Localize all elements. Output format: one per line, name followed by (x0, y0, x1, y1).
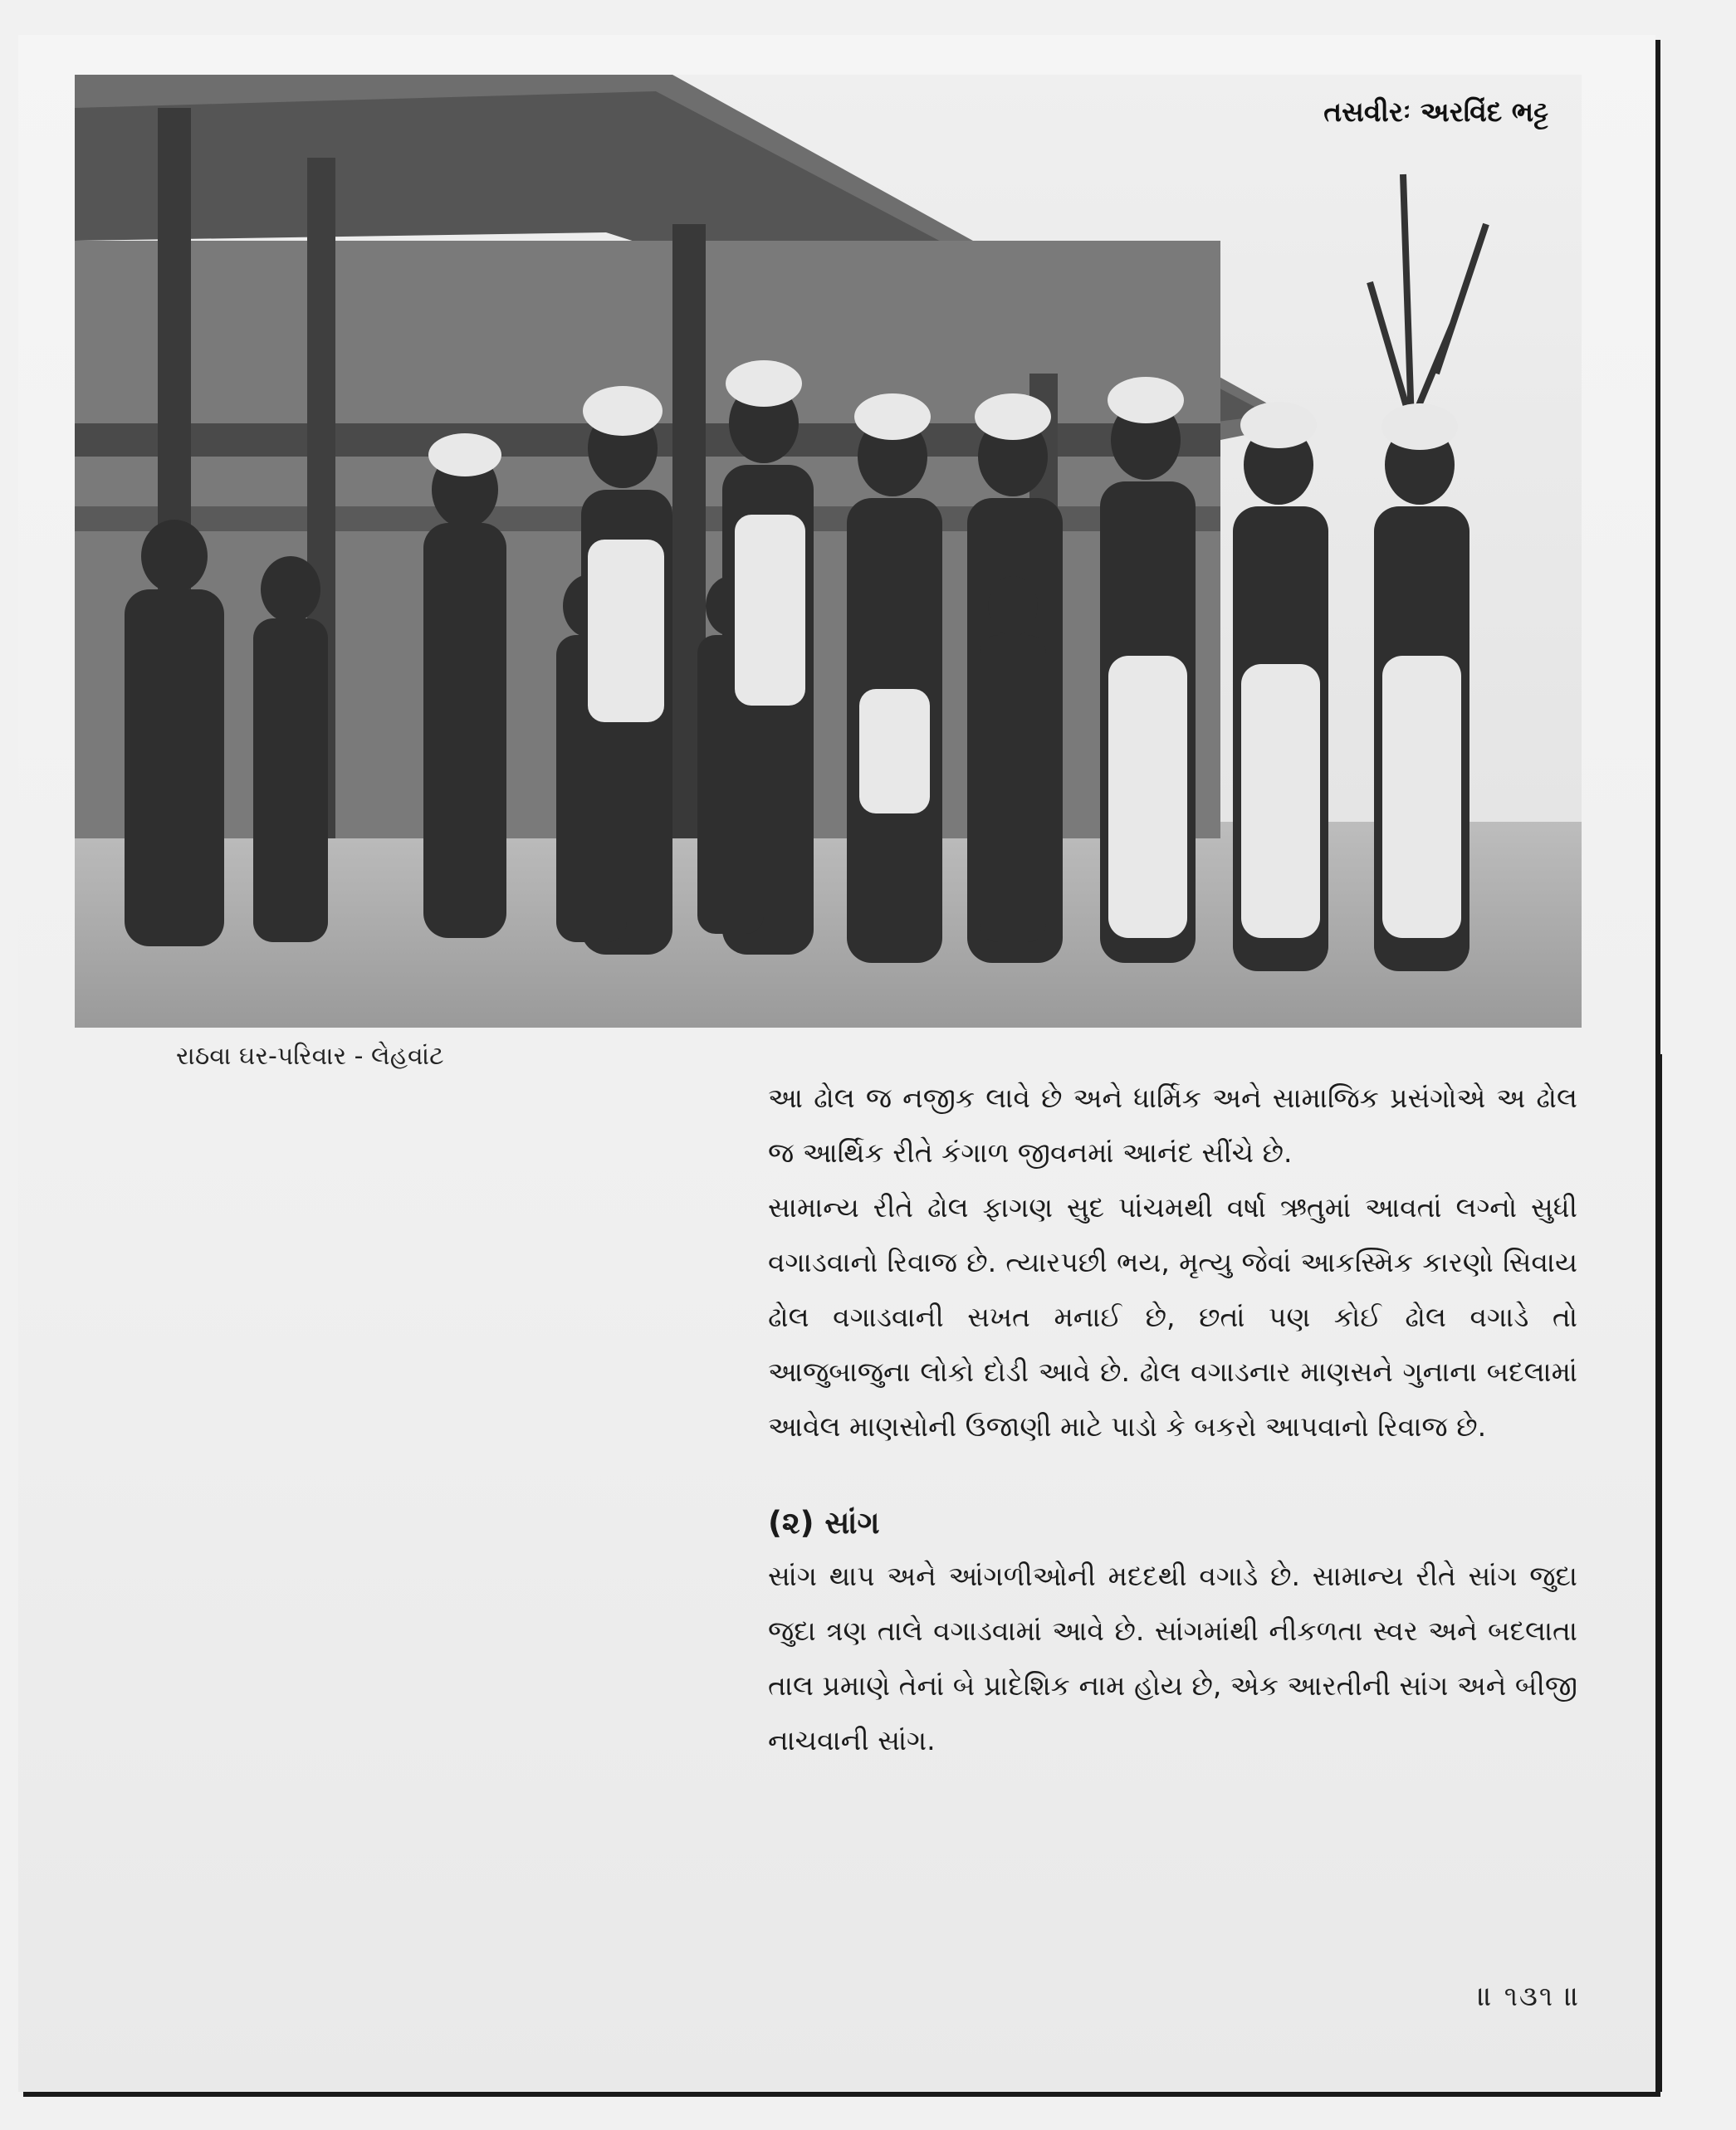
section-heading-saang: (૨) સાંગ (768, 1505, 880, 1541)
photo-caption: રાઠવા ઘર-પરિવાર - લેહવાંટ (176, 1042, 444, 1071)
page-number: ॥ ૧૩૧ ॥ (1477, 1980, 1581, 2012)
photo-illustration (75, 75, 1582, 1028)
paragraph-drum-custom: સામાન્ય રીતે ઢોલ ફાગણ સુદ પાંચમથી વર્ષા ઋતુમાં આવતાં લગ્નો સુધી વગાડવાનો રિવાજ છે. ત્યારપછી ભય, મૃત્યુ જેવાં આકસ્મિક કારણો સિવાય ઢોલ વગાડવાની સખત મનાઈ છે, છતાં પણ કોઈ ઢોલ વગાડે તો આજુબાજુના લોકો દોડી આવે છે. ઢોલ વગાડનાર માણસને ગુનાના બદલામાં આવેલ માણસોની ઉજાણી માટે પાડો કે બકરો આપવાનો રિવાજ છે. (768, 1191, 1577, 1443)
family-photograph (75, 75, 1582, 1028)
paragraph-drum-intro: આ ઢોલ જ નજીક લાવે છે અને ધાર્મિક અને સામાજિક પ્રસંગોએ અ ઢોલ જ આર્થિક રીતે કંગાળ જીવનમાં આનંદ સીંચે છે. (768, 1082, 1577, 1169)
article-body (768, 1071, 1577, 1768)
paragraph-saang: સાંગ થાપ અને આંગળીઓની મદદથી વગાડે છે. સામાન્ય રીતે સાંગ જુદા જુદા ત્રણ તાલે વગાડવામાં આવે છે. સાંગમાંથી નીકળતા સ્વર અને બદલાતા તાલ પ્રમાણે તેનાં બે પ્રાદેશિક નામ હોય છે, એક આરતીની સાંગ અને બીજી નાચવાની સાંગ. (768, 1560, 1577, 1756)
page-edge-shadow (1655, 1054, 1662, 2092)
photo-credit: તસવીરઃ અરવિંદ ભટ્ટ (1323, 95, 1548, 128)
